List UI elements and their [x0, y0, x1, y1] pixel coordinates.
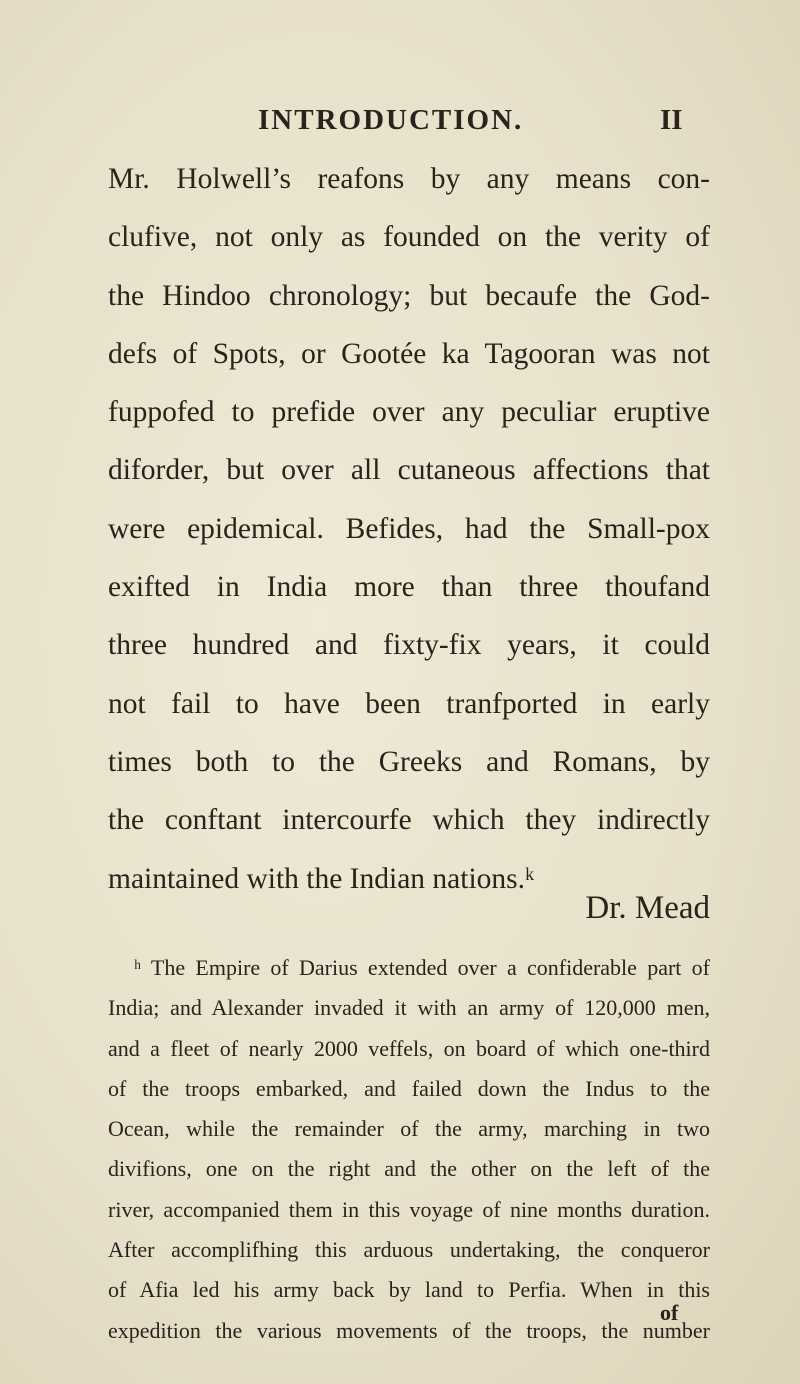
footnote-line: of Afia led his army back by land to Perfia. When in this — [108, 1277, 710, 1303]
body-line: clufive, not only as founded on the verity of — [108, 221, 710, 254]
body-line: the conftant intercourfe which they indirectly — [108, 804, 710, 837]
footnote-line: expedition the various movements of the troops, the number — [108, 1317, 710, 1343]
footnote-line: river, accompanied them in this voyage of nine months duration. — [108, 1196, 710, 1222]
footnote-line: After accomplifhing this arduous undertaking, the conqueror — [108, 1237, 710, 1263]
body-line: diforder, but over all cutaneous affections that — [108, 454, 710, 487]
body-line: were epidemical. Befides, had the Small-pox — [108, 512, 710, 545]
footnote-line: divifions, one on the right and the other on the left of the — [108, 1156, 710, 1182]
footnote — [108, 948, 710, 1351]
footnote-line: of the troops embarked, and failed down the Indus to the — [108, 1075, 710, 1101]
body-line: fuppofed to prefide over any peculiar eruptive — [108, 396, 710, 429]
running-head — [0, 104, 800, 144]
page-number: II — [660, 104, 683, 136]
body-text — [108, 150, 710, 908]
body-line: defs of Spots, or Gootée ka Tagooran was not — [108, 337, 710, 370]
running-title: INTRODUCTION. — [258, 104, 524, 136]
body-line: times both to the Greeks and Romans, by — [108, 745, 710, 778]
body-line: the Hindoo chronology; but becaufe the God- — [108, 279, 710, 312]
body-line: not fail to have been tranfported in early — [108, 687, 710, 720]
footnote-line: India; and Alexander invaded it with an army of 120,000 men, — [108, 995, 710, 1021]
body-line: maintained with the Indian nations.ᵏ — [108, 862, 535, 895]
body-line: three hundred and fixty-fix years, it could — [108, 629, 710, 662]
footnote-line: Ocean, while the remainder of the army, marching in two — [108, 1116, 710, 1142]
body-line: Mr. Holwell’s reafons by any means con- — [108, 163, 710, 195]
body-line: exifted in India more than three thoufand — [108, 571, 710, 604]
footnote-line: ʰ The Empire of Darius extended over a confiderable part of — [134, 955, 710, 980]
footnote-line: and a fleet of nearly 2000 veffels, on board of which one-third — [108, 1035, 710, 1061]
catchword: of — [660, 1300, 679, 1325]
attribution: Dr. Mead — [585, 890, 710, 926]
